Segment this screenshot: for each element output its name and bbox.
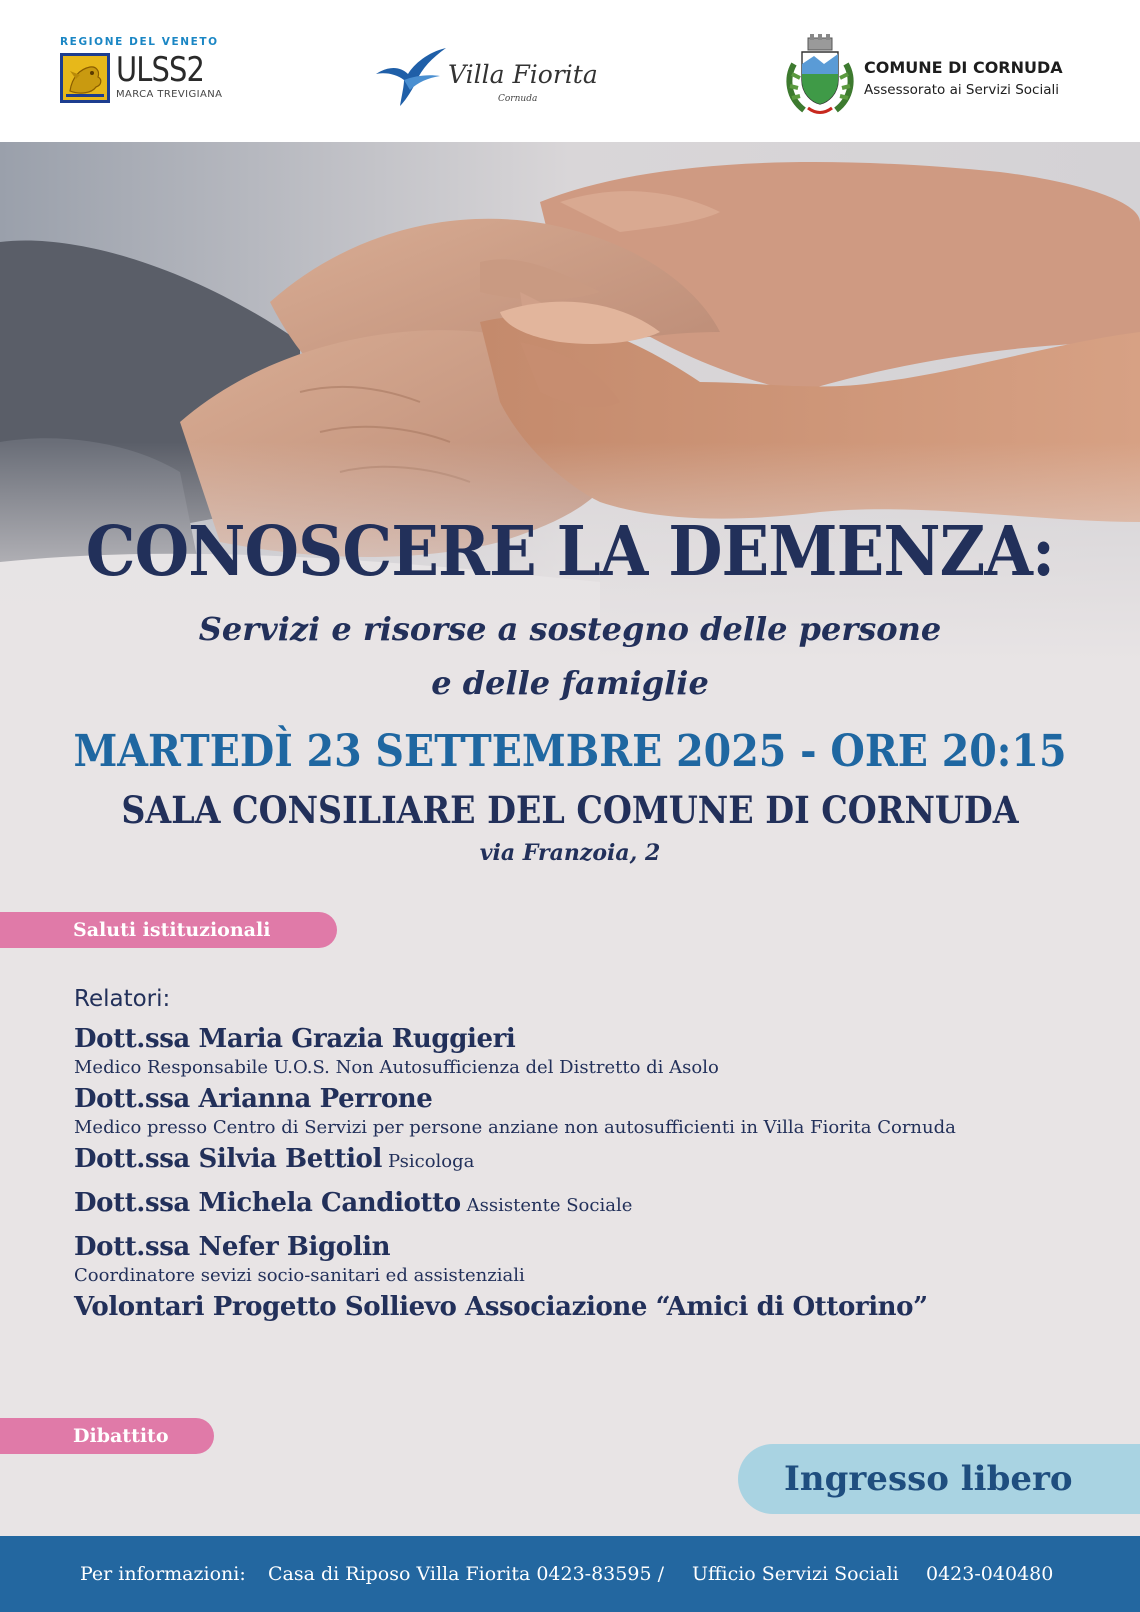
villa-sub: Cornuda [498,94,538,104]
event-place: SALA CONSILIARE DEL COMUNE DI CORNUDA [121,788,1019,832]
bird-swoosh-icon [374,44,450,110]
speaker-item [74,1144,1114,1174]
speaker-role: Psicologa [387,1151,475,1172]
saluti-label: Saluti istituzionali [0,912,337,948]
event-address: via Franzoia, 2 [479,840,661,866]
speaker-name: Volontari Progetto Sollievo Associazione “Amici di Ottorino” [74,1292,928,1322]
ulss2-logo [60,36,230,103]
footer-contact-villa: Casa di Riposo Villa Fiorita 0423-83595 / [268,1563,664,1585]
speaker-desc: Medico presso Centro di Servizi per persone anziane non autosufficienti in Villa Fiorita Cornuda [74,1117,956,1138]
speaker-name: Dott.ssa Maria Grazia Ruggieri [74,1024,516,1054]
speaker-item [74,1232,1114,1286]
speaker-item [74,1084,1114,1138]
footer-phone-ufficio: 0423-040480 [926,1563,1054,1585]
villa-name: Villa Fiorita [448,60,598,89]
speaker-name: Dott.ssa Michela Candiotto [74,1188,461,1218]
header [0,0,1140,142]
comune-title: COMUNE DI CORNUDA [864,58,1063,77]
villa-fiorita-logo [374,44,614,110]
footer-contact-ufficio: Ufficio Servizi Sociali [692,1563,899,1585]
footer-info-bar [0,1536,1140,1612]
ulss-sub: MARCA TREVIGIANA [116,89,223,100]
ingresso-libero-badge: Ingresso libero [738,1444,1140,1514]
dibattito-label: Dibattito [0,1418,214,1454]
event-date: MARTEDÌ 23 SETTEMBRE 2025 - ORE 20:15 [73,726,1067,777]
event-title: CONOSCERE LA DEMENZA: [85,512,1055,592]
relatori-label: Relatori: [74,986,171,1012]
speaker-desc: Medico Responsabile U.O.S. Non Autosufficienza del Distretto di Asolo [74,1057,719,1078]
footer-label: Per informazioni: [80,1563,246,1585]
speaker-name: Dott.ssa Nefer Bigolin [74,1232,391,1262]
speaker-desc: Coordinatore sevizi socio-sanitari ed assistenziali [74,1265,525,1286]
speaker-list [74,1024,1114,1328]
speaker-name: Dott.ssa Silvia Bettiol [74,1144,382,1174]
lion-emblem-icon [60,53,110,103]
speaker-item [74,1188,1114,1218]
speaker-name: Dott.ssa Arianna Perrone [74,1084,433,1114]
ulss-name: ULSS2 [116,50,205,90]
comune-logo [784,34,1084,118]
event-subtitle [0,602,1140,710]
crest-icon [784,34,856,118]
event-subtitle-line1: Servizi e risorse a sostegno delle persone [198,610,942,648]
speaker-item [74,1024,1114,1078]
speaker-role: Assistente Sociale [466,1195,633,1216]
event-subtitle-line2: e delle famiglie [431,664,709,702]
speaker-item [74,1292,1114,1322]
ulss-region: REGIONE DEL VENETO [60,36,219,48]
comune-sub: Assessorato ai Servizi Sociali [864,82,1059,98]
